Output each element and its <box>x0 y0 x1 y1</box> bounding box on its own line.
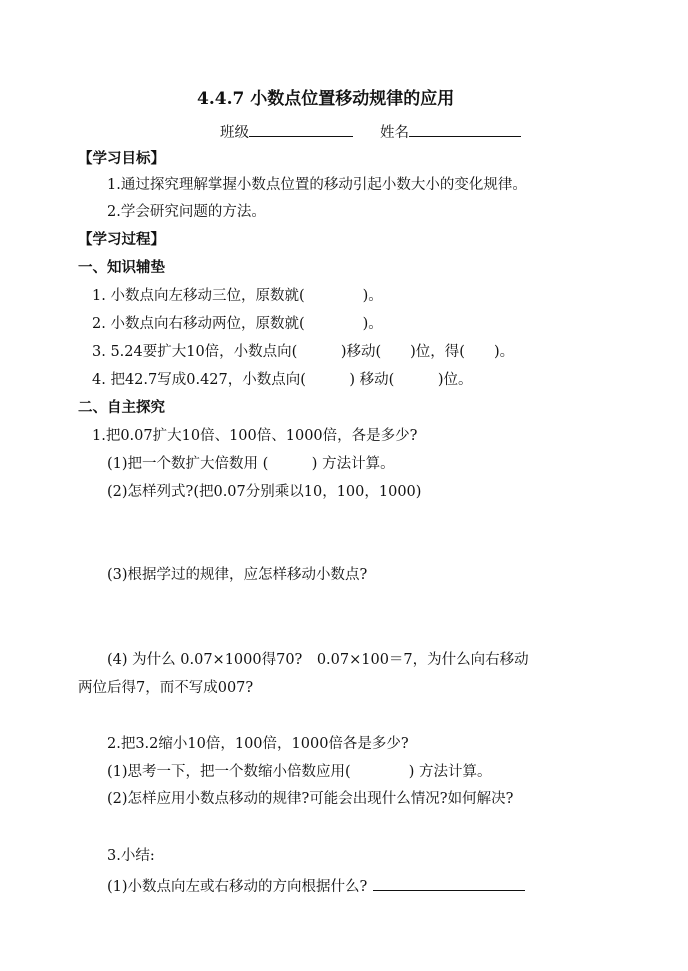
section1-heading: 一、知识辅垫 <box>78 259 165 276</box>
process-heading: 【学习过程】 <box>78 231 165 248</box>
question-1-part-4-line-1: (4) 为什么 0.07×1000得70? 0.07×100＝7，为什么向右移动 <box>107 652 529 668</box>
goal-item-1: 1.通过探究理解掌握小数点位置的移动引起小数大小的变化规律。 <box>107 177 527 193</box>
question-2: 2.把3.2缩小10倍，100倍，1000倍各是多少? <box>107 736 409 752</box>
class-label: 班级 <box>220 125 249 141</box>
page-title: 4.4.7 小数点位置移动规律的应用 <box>197 89 455 109</box>
section1-item-1: 1. 小数点向左移动三位，原数就( )。 <box>92 288 383 304</box>
name-blank[interactable] <box>409 121 521 137</box>
question-3: 3.小结: <box>107 848 155 864</box>
name-label: 姓名 <box>380 125 409 141</box>
question-2-part-1: (1)思考一下，把一个数缩小倍数应用( ) 方法计算。 <box>107 764 492 780</box>
summary-answer-blank[interactable] <box>373 875 525 891</box>
class-field <box>220 121 353 142</box>
section1-item-4: 4. 把42.7写成0.427，小数点向( ) 移动( )位。 <box>92 372 473 388</box>
question-1-part-2: (2)怎样列式?(把0.07分别乘以10，100，1000) <box>107 484 422 500</box>
goals-heading: 【学习目标】 <box>78 150 165 167</box>
question-2-part-2: (2)怎样应用小数点移动的规律?可能会出现什么情况?如何解决? <box>107 791 514 807</box>
section2-heading: 二、自主探究 <box>78 399 165 416</box>
class-blank[interactable] <box>249 121 353 137</box>
question-3-part-1-text: (1)小数点向左或右移动的方向根据什么? <box>107 879 368 895</box>
question-1-part-1: (1)把一个数扩大倍数用 ( ) 方法计算。 <box>107 456 395 472</box>
question-1-part-3: (3)根据学过的规律，应怎样移动小数点? <box>107 567 368 583</box>
section1-item-2: 2. 小数点向右移动两位，原数就( )。 <box>92 316 383 332</box>
goal-item-2: 2.学会研究问题的方法。 <box>107 204 266 220</box>
question-1-part-4-line-2: 两位后得7，而不写成007? <box>78 680 254 696</box>
name-field <box>380 121 521 142</box>
question-3-part-1 <box>107 875 525 896</box>
section1-item-3: 3. 5.24要扩大10倍，小数点向( )移动( )位，得( )。 <box>92 344 515 360</box>
question-1: 1.把0.07扩大10倍、100倍、1000倍，各是多少? <box>92 428 418 444</box>
